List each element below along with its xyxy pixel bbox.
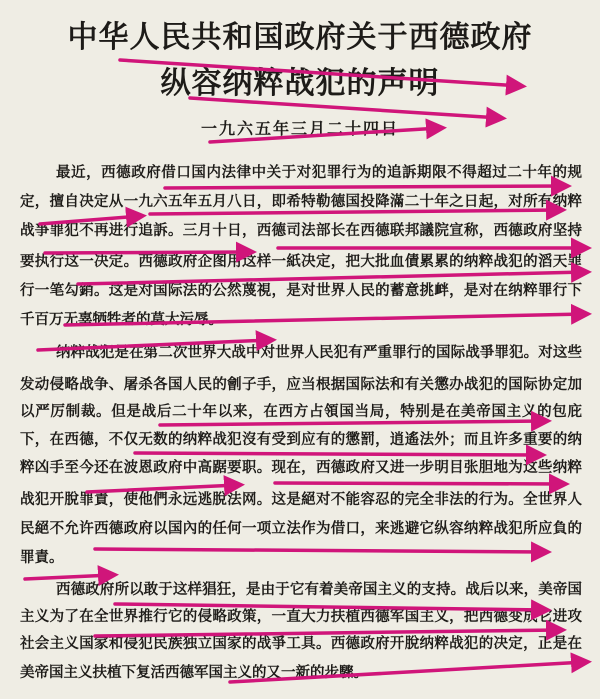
arrow [95,549,545,552]
arrow [160,421,545,425]
title-line-1: 中华人民共和国政府关于西德政府 [67,20,533,55]
text-line: 民絕不允许西德政府以国內的任何一项立法作为借口，来逃避它纵容纳粹战犯所应負的 [20,520,582,537]
text-line: 美帝国主义扶植下复活西德军国主义的又一新的步驟。 [20,664,368,681]
arrow [95,630,560,636]
text-line: 以严厉制裁。但是战后二十年以来，在西方占領国当局，特别是在美帝国主义的包庇 [20,403,582,420]
text-line: 战爭罪犯不再进行追訴。三月十日，西德司法部长在西德联邦議院宣称，西德政府坚持 [20,222,582,239]
arrow [210,128,440,142]
arrow [78,272,585,284]
text-line: 最近，西德政府借口国内法律中关于对犯罪行为的追訴期限不得超过二十年的规 [56,164,582,181]
text-line: 下，在西德，不仅无数的纳粹战犯沒有受到应有的懲罰，逍遙法外；而且许多重要的纳 [20,431,582,448]
text-line: 罪責。 [20,549,64,566]
text-line: 定，擅自决定从一九六五年五月八日，即希特勒德国投降滿二十年之日起，对所有纳粹 [20,193,582,210]
arrow [38,340,270,350]
text-line: 要执行这一决定。西德政府企图用这样一紙决定，把大批血債累累的纳粹战犯的滔天罪 [20,253,582,270]
text-line: 粹凶手至今还在波恩政府中高踞要职。现在，西德政府又进一步明目张胆地为这些纳粹 [20,459,582,476]
text-line: 社会主义国家和侵犯民族独立国家的战爭工具。西德政府开脫纳粹战犯的决定，正是在 [20,635,582,652]
text-line: 行一笔勾銷。这是对国际法的公然蔑視，是对世界人民的蓄意挑衅，是对在纳粹罪行下 [20,282,582,299]
arrow [120,60,520,86]
arrow [150,210,560,214]
arrow [190,98,500,118]
text-line: 战犯开脫罪責，使他們永远逃脫法网。这是絕对不能容忍的完全非法的行为。全世界人 [20,491,582,508]
text-line: 发动侵略战争、屠杀各国人民的劊子手，应当根据国际法和有关懲办战犯的国际协定加 [20,376,582,393]
arrow [165,186,565,188]
text-line: 主义为了在全世界推行它的侵略政策，一直大力扶植西德军国主义，把西德变成它进攻 [20,608,582,625]
arrow [115,604,545,610]
arrow [65,314,585,325]
arrow [40,216,140,224]
text-line: 纳粹战犯是在第二次世界大战中对世界人民犯有严重罪行的国际战爭罪犯。对这些 [56,344,582,361]
arrow [230,662,585,682]
text-line: 千百万无辜牺牲者的莫大污辱。 [20,311,223,328]
document-date: 一九六五年三月二十四日 [200,119,399,138]
arrow [45,252,250,253]
arrow [135,453,540,455]
text-line: 西德政府所以敢于这样猖狂，是由于它有着美帝国主义的支持。战后以来，美帝国 [56,581,582,598]
arrow [275,483,563,484]
arrow [25,575,112,579]
arrow [87,485,238,492]
title-line-2: 纵容纳粹战犯的声明 [160,66,440,101]
